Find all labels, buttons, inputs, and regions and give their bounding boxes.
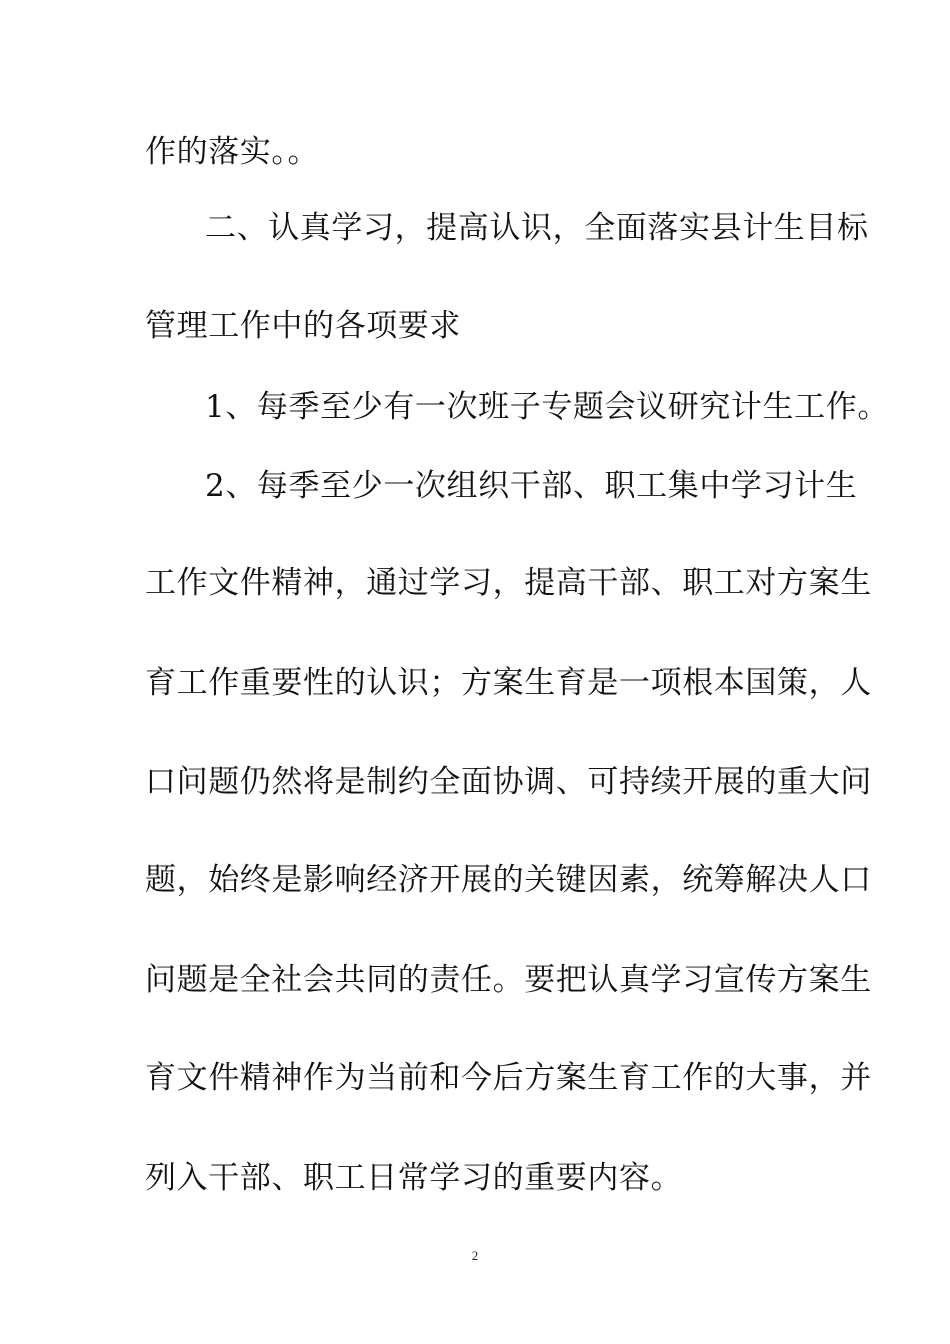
text-line: 题，始终是影响经济开展的关键因素，统筹解决人口 <box>145 862 872 898</box>
text-line: 作的落实。。 <box>145 134 320 170</box>
section-heading-line: 管理工作中的各项要求 <box>145 308 461 344</box>
section-heading-line: 二、认真学习，提高认识，全面落实县计生目标 <box>205 210 869 246</box>
list-item-1: 1、每季至少有一次班子专题会议研究计生工作。 <box>205 389 889 425</box>
text-line: 口问题仍然将是制约全面协调、可持续开展的重大问 <box>145 764 872 800</box>
text-line: 育工作重要性的认识；方案生育是一项根本国策，人 <box>145 665 872 701</box>
text-line: 育文件精神作为当前和今后方案生育工作的大事，并 <box>145 1060 872 1096</box>
text-line: 问题是全社会共同的责任。要把认真学习宣传方案生 <box>145 962 872 998</box>
list-item-2: 2、每季至少一次组织干部、职工集中学习计生 <box>205 468 858 504</box>
text-line: 工作文件精神，通过学习，提高干部、职工对方案生 <box>145 565 872 601</box>
page-number: 2 <box>471 1248 479 1263</box>
text-line: 列入干部、职工日常学习的重要内容。 <box>145 1160 683 1196</box>
